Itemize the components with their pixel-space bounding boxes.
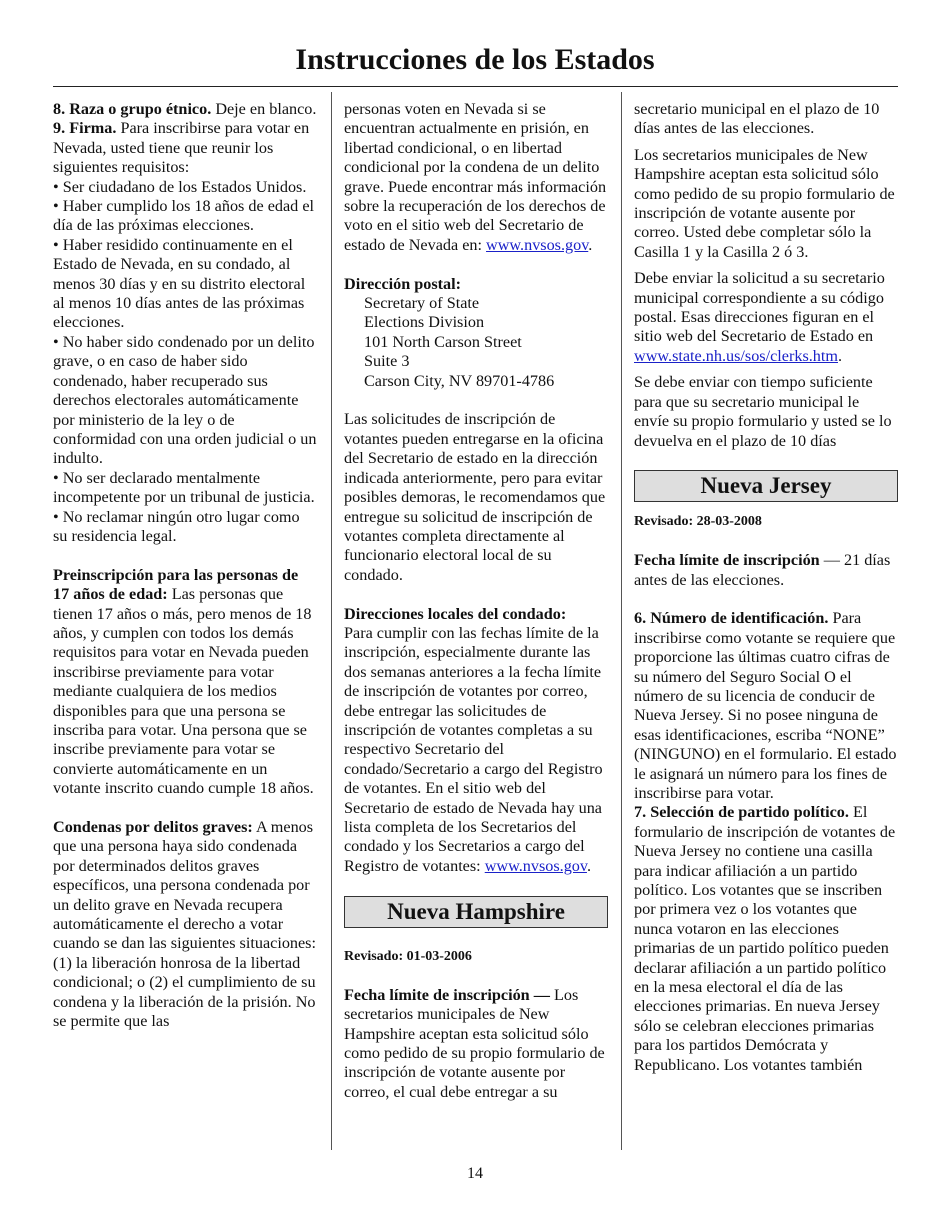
page-title: Instrucciones de los Estados — [295, 43, 655, 76]
nj-item-7: 7. Selección de partido político. El formulario de inscripción de votantes de Nueva Jersey no contiene una casilla para indicar afiliación a un partido político. Los votantes que se inscriben por primera vez o los votantes que nunca votaron en las elecciones primarias de un partido político pueden declarar afiliación a un partido político en la mesa electoral el día de las elecciones primarias. En nueva Jersey sólo se celebran elecciones primarias para los partidos Demócrata y Republicano. Los votantes también — [634, 803, 896, 1074]
requirement: • No haber sido condenado por un delito grave, o en caso de haber sido condenado, haber recuperado sus derechos electorales automáticamente por ministerio de la ley o de conformidad con una orden judicial o un indulto. — [53, 332, 317, 468]
delivery-paragraph: Las solicitudes de inscripción de votantes pueden entregarse en la oficina del Secretario de estado en la dirección indicada anteriormente, pero para evitar posibles demoras, le recomendamos que entregue su solicitud de inscripción de votantes completa directamente al funcionario electoral local de su condado. — [344, 410, 606, 584]
nh-deadline: Fecha límite de inscripción — Los secretarios municipales de New Hampshire aceptan esta solicitud sólo como pedido de su propio formulario de inscripción de votante ausente por correo, el cual debe entregar a su — [344, 985, 605, 1101]
item-8: 8. Raza o grupo étnico. Deje en blanco. — [53, 100, 317, 118]
requirement: • No reclamar ningún otro lugar como su residencia legal. — [53, 507, 300, 545]
felony-continued: personas voten en Nevada si se encuentran actualmente en prisión, en libertad condicional, o en libertad condicional por la condena de un delito grave. Puede encontrar más información sobre la recuperación de los derechos de voto en el sitio web del Secretario de estado de Nevada en: www.nvsos.gov. — [344, 100, 607, 254]
revised-date: Revisado: 01-03-2006 — [344, 948, 472, 964]
page-number: 14 — [467, 1165, 483, 1182]
nh-paragraph: Se debe enviar con tiempo suficiente para que su secretario municipal le envíe su propio formulario y usted se lo devuelva en el plazo de 10 días — [634, 373, 892, 450]
county-paragraph: Para cumplir con las fechas límite de la inscripción, especialmente durante las dos semanas anteriores a la fecha límite de inscripción de votantes por correo, debe entregar las solicitudes de inscripción de votantes completas a su respectivo Secretario del condado/Secretario a cargo del Registro de votantes. En el sitio web del Secretario de estado de Nevada hay una lista completa de los Secretarios del condado y los Secretarios a cargo del Registro de votantes: www.nvsos.gov. — [344, 623, 603, 875]
nj-item-6: 6. Número de identificación. Para inscribirse como votante se requiere que proporcione las últimas cuatro cifras de su número del Seguro Social O el número de su licencia de conducir de Nueva Jersey. Si no posee ninguna de esas identificaciones, escriba “NONE” (NINGUNO) en el formulario. El estado le asignará un número para los fines de inscribirse para votar. — [634, 609, 897, 802]
nvsos-link[interactable]: www.nvsos.gov — [486, 235, 589, 254]
felony-paragraph: Condenas por delitos graves: A menos que una persona haya sido condenada por determinados delitos graves específicos, una persona condenada por un delito grave en Nevada recupera automáticamente el derecho a votar cuando se dan las siguientes situaciones: (1) la liberación honrosa de la libertad condicional; o (2) el cumplimiento de su condena y la liberación de la prisión. No se permite que las — [53, 818, 316, 1031]
requirement: • No ser declarado mentalmente incompetente por un tribunal de justicia. — [53, 468, 315, 507]
nj-deadline: Fecha límite de inscripción — 21 días antes de las elecciones. — [634, 551, 891, 589]
requirement: • Haber cumplido los 18 años de edad el día de las próximas elecciones. — [53, 197, 314, 235]
column-3 — [634, 100, 898, 1075]
column-1 — [53, 100, 317, 1031]
postal-address: Secretary of State Elections Division 101 North Carson Street Suite 3 Carson City, NV 89701-4786 — [364, 294, 555, 390]
requirement: • Haber residido continuamente en el Estado de Nevada, en su condado, al menos 30 días y en su distrito electoral al menos 10 días antes de las próximas elecciones. — [53, 235, 306, 332]
requirement: • Ser ciudadano de los Estados Unidos. — [53, 177, 307, 196]
section-heading-new-hampshire: Nueva Hampshire — [344, 896, 608, 928]
county-heading: Direcciones locales del condado: — [344, 604, 567, 623]
title-rule — [53, 86, 898, 87]
revised-date: Revisado: 28-03-2008 — [634, 514, 762, 530]
nh-paragraph: Los secretarios municipales de New Hampshire aceptan esta solicitud sólo como pedido de su propio formulario de inscripción de votante ausente por correo. Usted debe completar sólo la Casilla 1 y la Casilla 2 ó 3. — [634, 145, 895, 261]
postal-address-heading: Dirección postal: — [344, 274, 462, 293]
column-2 — [344, 100, 608, 1102]
preregistration-paragraph: Preinscripción para las personas de 17 años de edad: Las personas que tienen 17 años o más, pero menos de 18 años, y cumplen con todos los demás requisitos para votar en Nevada pueden inscribirse previamente para votar mediante cualquiera de los medios disponibles para que una persona se inscriba para votar. Una persona que se inscribe previamente para votar se convierte automáticamente en un votante inscrito cuando cumple 18 años. — [53, 565, 314, 798]
nvsos-link[interactable]: www.nvsos.gov — [484, 856, 587, 875]
section-heading-new-jersey: Nueva Jersey — [634, 470, 898, 502]
nh-paragraph: Debe enviar la solicitud a su secretario municipal correspondiente a su código postal. Esas direcciones figuran en el sitio web del Secretario de Estado en www.state.nh.us/sos/clerks.htm. — [634, 269, 885, 365]
item-9: 9. Firma. Para inscribirse para votar en Nevada, usted tiene que reunir los siguientes requisitos: — [53, 119, 310, 177]
column-divider — [621, 92, 622, 1150]
nh-clerks-link[interactable]: www.state.nh.us/sos/clerks.htm — [634, 346, 838, 365]
column-divider — [331, 92, 332, 1150]
nh-continued: secretario municipal en el plazo de 10 días antes de las elecciones. — [634, 100, 880, 138]
